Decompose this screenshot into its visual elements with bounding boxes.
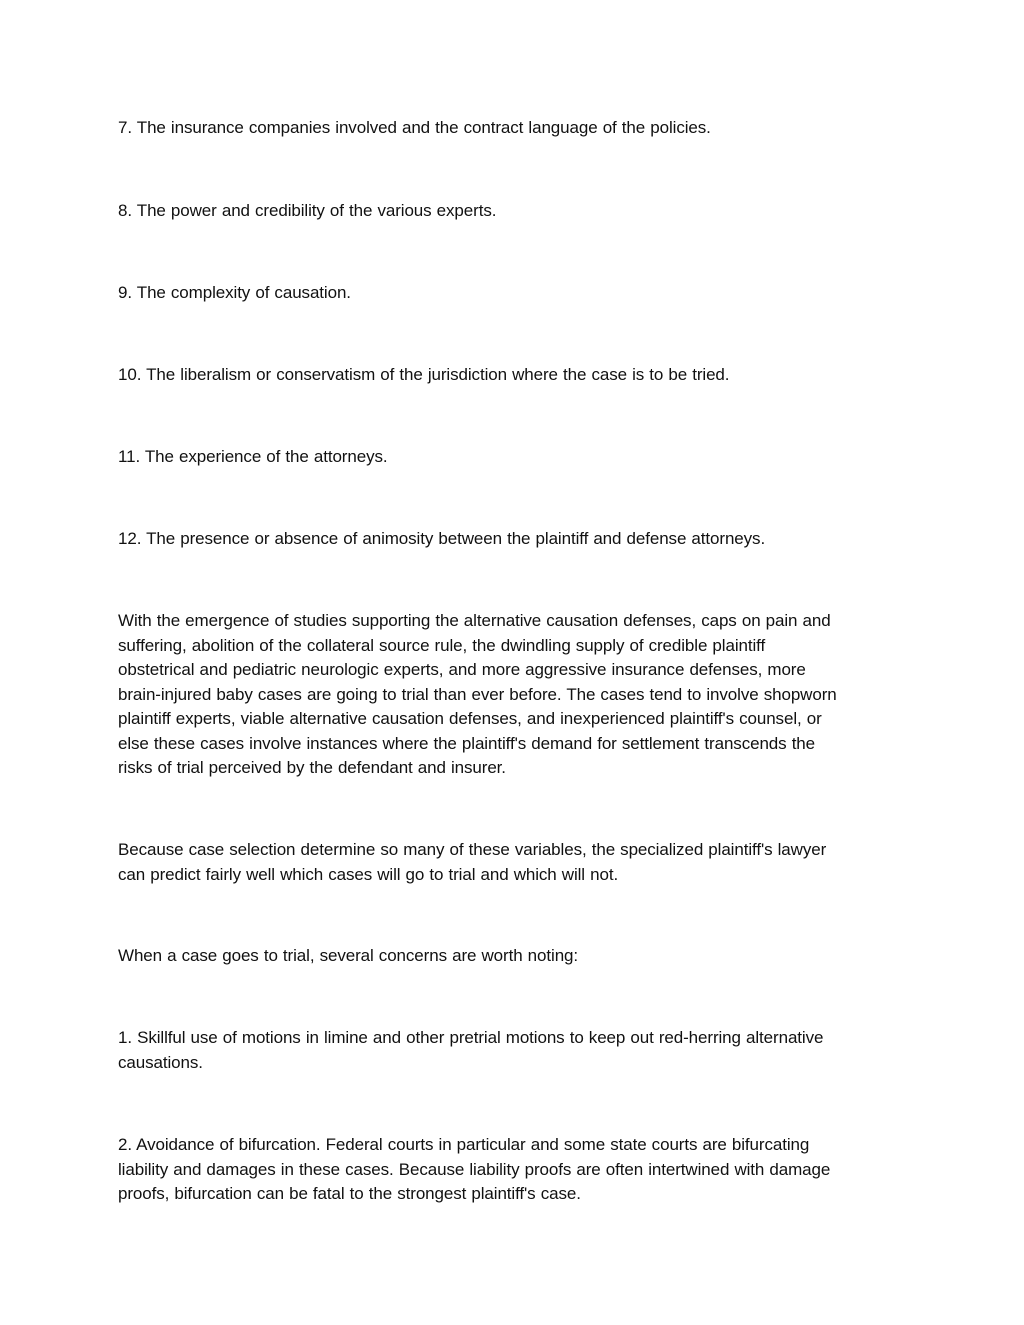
list-item-8 bbox=[118, 199, 908, 224]
text-line: liability and damages in these cases. Because liability proofs are often intertwined with damage bbox=[118, 1159, 831, 1179]
list-item-10 bbox=[118, 363, 908, 388]
list-item-motions bbox=[118, 1026, 908, 1075]
text-line: suffering, abolition of the collateral source rule, the dwindling supply of credible plaintiff bbox=[118, 635, 766, 655]
list-item-12 bbox=[118, 527, 908, 552]
text-line: When a case goes to trial, several concerns are worth noting: bbox=[118, 946, 579, 965]
list-item-7 bbox=[118, 116, 908, 141]
list-item-9 bbox=[118, 281, 908, 306]
text-line: 7. The insurance companies involved and the contract language of the policies. bbox=[118, 118, 711, 137]
body-paragraph-emergence bbox=[118, 609, 908, 781]
text-line: 2. Avoidance of bifurcation. Federal courts in particular and some state courts are bifurcating bbox=[118, 1135, 810, 1154]
list-item-11 bbox=[118, 445, 908, 470]
text-line: 1. Skillful use of motions in limine and other pretrial motions to keep out red-herring alternative bbox=[118, 1028, 824, 1047]
text-line: 10. The liberalism or conservatism of the jurisdiction where the case is to be tried. bbox=[118, 365, 730, 384]
text-line: 12. The presence or absence of animosity between the plaintiff and defense attorneys. bbox=[118, 529, 766, 548]
text-line: 9. The complexity of causation. bbox=[118, 283, 351, 302]
text-line: brain-injured baby cases are going to trial than ever before. The cases tend to involve shopworn bbox=[118, 684, 837, 704]
text-line: 11. The experience of the attorneys. bbox=[118, 447, 388, 466]
text-line: causations. bbox=[118, 1052, 203, 1072]
text-line: obstetrical and pediatric neurologic experts, and more aggressive insurance defenses, more bbox=[118, 660, 806, 679]
text-line: With the emergence of studies supporting the alternative causation defenses, caps on pain and bbox=[118, 611, 831, 630]
body-paragraph-trial-intro bbox=[118, 944, 908, 969]
text-line: can predict fairly well which cases will go to trial and which will not. bbox=[118, 864, 619, 884]
body-paragraph-case-selection bbox=[118, 838, 908, 887]
text-line: else these cases involve instances where the plaintiff's demand for settlement transcends the bbox=[118, 733, 816, 753]
text-line: 8. The power and credibility of the various experts. bbox=[118, 201, 497, 220]
text-line: Because case selection determine so many of these variables, the specialized plaintiff's lawyer bbox=[118, 840, 827, 859]
text-line: plaintiff experts, viable alternative causation defenses, and inexperienced plaintiff's counsel, or bbox=[118, 709, 822, 728]
text-line: proofs, bifurcation can be fatal to the strongest plaintiff's case. bbox=[118, 1184, 581, 1203]
list-item-bifurcation bbox=[118, 1133, 908, 1207]
text-line: risks of trial perceived by the defendant and insurer. bbox=[118, 758, 506, 777]
